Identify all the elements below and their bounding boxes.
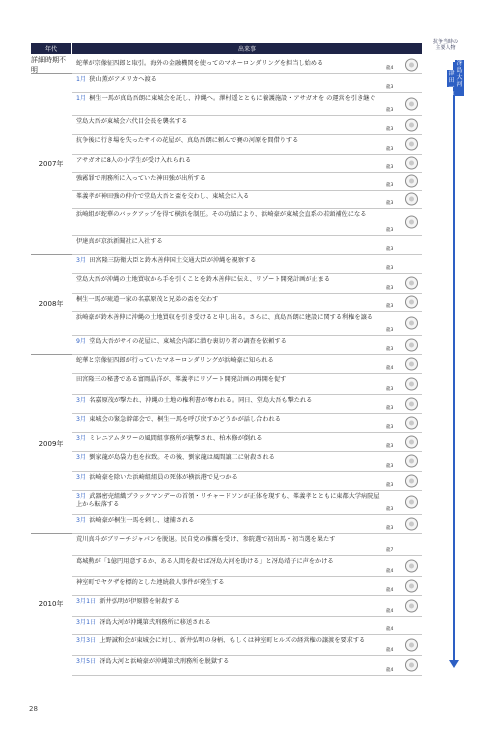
source-ref: 龍3 <box>386 387 394 392</box>
event-description: 伊達真が京浜新聞社に入社する <box>76 238 163 245</box>
event-description: 東城会の緊急幹部会で、桐生一馬を呼び戻すかどうかが話し合われる <box>89 416 281 423</box>
event-text <box>76 579 384 587</box>
event-description: 田宮隆三防衛大臣と鈴木善伸国土交通大臣が沖縄を視察する <box>89 257 257 264</box>
event-description: 浜崎豪を除いた浜崎組組員の死体が横浜港で見つかる <box>89 474 238 481</box>
event-description: アサガオに8人の小学生が受け入れられる <box>76 157 192 164</box>
event-text <box>76 454 384 462</box>
event-text <box>76 598 384 606</box>
event-description: 荒川真斗がブリーチジャパンを脱退。民自党の推薦を受け、参院選で初出馬・初当選を果たす <box>76 536 336 543</box>
source-ref: 龍3 <box>386 406 394 411</box>
event-description: 冴島大河と浜崎豪が沖縄第弐刑務所を脱獄する <box>99 658 230 665</box>
event-month: 1月 <box>76 76 87 83</box>
portrait-icon <box>405 97 418 110</box>
event-text <box>76 257 384 265</box>
source-ref: 龍3 <box>386 147 394 152</box>
source-ref: 龍3 <box>386 483 394 488</box>
portrait-icon <box>405 277 418 290</box>
table-row <box>72 311 422 336</box>
event-description: 葛城勲が「1億円用意するか、ある人間を殺せば冴島大河を助ける」と冴島靖子に声をかける <box>76 558 334 565</box>
source-ref: 龍4 <box>386 668 394 673</box>
portrait-icon <box>405 357 418 370</box>
event-month: 3月 <box>76 257 87 264</box>
event-text <box>76 76 384 84</box>
table-row <box>72 616 422 635</box>
table-row <box>72 293 422 312</box>
source-ref: 龍4 <box>386 569 394 574</box>
event-text <box>76 296 384 304</box>
event-description: 新井弘明が伊原勝を射殺する <box>99 598 180 605</box>
event-description: 劉家龍が島袋力也を拉致。その後、劉家龍は風間譲二に射殺される <box>89 454 275 461</box>
table-row <box>72 73 422 93</box>
event-text <box>76 637 384 645</box>
event-month: 3月1日 <box>76 598 97 605</box>
arrow-down-icon <box>449 660 459 668</box>
event-description: 狭山薫がアメリカへ渡る <box>89 76 157 83</box>
table-row <box>72 394 422 414</box>
source-ref: 龍3 <box>386 183 394 188</box>
event-text <box>76 193 384 201</box>
table-row <box>72 514 422 534</box>
event-description: 名嘉原茂が撃たれ、沖縄の土地の権利書が奪われる。同日、堂島大吾も撃たれる <box>89 397 313 404</box>
table-row <box>72 134 422 155</box>
source-ref: 龍3 <box>386 108 394 113</box>
table-row <box>72 57 422 74</box>
event-description: 上野誠和会が東城会に対し、新井弘明の身柄、もしくは神室町ヒルズの経営権の譲渡を要求する <box>99 637 366 644</box>
page-number: 28 <box>29 705 38 713</box>
source-ref: 龍3 <box>386 127 394 132</box>
event-text <box>76 619 384 627</box>
event-description: 浜崎豪が桐生一馬を刺し、逮捕される <box>89 517 195 524</box>
table-row <box>72 235 422 255</box>
event-description: 抗争後に行き場を失ったサイの花屋が、真島吾朗に頼んで賽の河原を間借りする <box>76 137 299 144</box>
character-column-header <box>425 39 466 51</box>
event-description: 冴島大河が沖縄第弐刑務所に移送される <box>99 619 211 626</box>
event-text <box>76 397 384 405</box>
event-text <box>76 474 384 482</box>
event-month: 3月5日 <box>76 658 97 665</box>
event-text <box>76 137 384 145</box>
table-row <box>72 373 422 395</box>
event-text <box>76 536 384 544</box>
source-ref: 龍4 <box>386 627 394 632</box>
event-description: 桐生一馬が琉道一家の名嘉原茂と兄弟の盃を交わす <box>76 296 219 303</box>
event-text <box>76 416 384 424</box>
event-month: 3月 <box>76 493 87 500</box>
character-tab-saejima: 冴島大河 <box>455 60 464 96</box>
table-row <box>72 92 422 116</box>
portrait-icon <box>405 157 418 170</box>
source-ref: 龍3 <box>386 464 394 469</box>
year-cell: 詳細時期不明 <box>31 56 66 74</box>
character-column-header-line1: 抗争当時の <box>432 39 458 45</box>
portrait-icon <box>405 377 418 390</box>
portrait-icon <box>405 659 418 672</box>
event-month: 3月 <box>76 454 87 461</box>
table-row <box>72 190 422 209</box>
event-text <box>76 338 384 346</box>
table-row <box>72 115 422 135</box>
character-timeline-line <box>453 62 455 664</box>
source-ref: 龍3 <box>386 328 394 333</box>
event-month: 9月 <box>76 338 87 345</box>
year-cell: 2007年 <box>38 159 64 168</box>
event-month: 3月 <box>76 474 87 481</box>
event-text <box>76 157 384 165</box>
source-ref: 龍3 <box>386 201 394 206</box>
event-text <box>76 60 384 68</box>
source-ref: 龍4 <box>386 648 394 653</box>
source-ref: 龍4 <box>386 609 394 614</box>
table-row <box>72 490 422 515</box>
event-description: 武器密売組織ブラックマンデーの首領・リチャードソンが正体を現すも、峯義孝とともに東都大学病院屋上から転落する <box>76 493 380 508</box>
portrait-icon <box>405 118 418 131</box>
event-month: 3月 <box>76 397 87 404</box>
event-text <box>76 175 384 183</box>
source-ref: 龍3 <box>386 526 394 531</box>
portrait-icon <box>405 317 418 330</box>
source-ref: 龍3 <box>386 425 394 430</box>
table-row <box>72 172 422 191</box>
table-row <box>72 655 422 676</box>
table-row <box>72 634 422 656</box>
table-row <box>72 595 422 617</box>
event-text <box>76 493 384 509</box>
source-ref: 龍4 <box>386 588 394 593</box>
event-description: 堂島大吾が東城会六代目会長を襲名する <box>76 118 188 125</box>
table-row <box>72 533 422 556</box>
event-description: 蛇華と宗像征四郎が行っていたマネーロンダリングが浜崎豪に知られる <box>76 357 274 364</box>
portrait-icon <box>405 517 418 530</box>
event-month: 3月3日 <box>76 637 97 644</box>
event-text <box>76 118 384 126</box>
event-month: 1月 <box>76 95 87 102</box>
portrait-icon <box>405 455 418 468</box>
portrait-icon <box>405 138 418 151</box>
portrait-icon <box>405 338 418 351</box>
event-text <box>76 558 384 566</box>
year-column-header: 年代 <box>31 43 71 54</box>
event-description: 桐生一馬が真島吾朗に東城会を託し、沖縄へ。澤村遥とともに養護施設・アサガオを の運営を引き継ぐ <box>89 95 376 102</box>
table-row <box>72 273 422 294</box>
event-text <box>76 376 384 384</box>
event-description: 強霧罪で刑務所に入っていた神田強が出所する <box>76 175 206 182</box>
table-row <box>72 354 422 374</box>
event-text <box>76 95 384 103</box>
character-column-header-line2: 主要人物 <box>435 45 456 51</box>
source-ref: 龍3 <box>386 347 394 352</box>
portrait-icon <box>405 175 418 188</box>
source-ref: 龍4 <box>386 66 394 71</box>
event-text <box>76 276 384 284</box>
event-description: 浜崎組が蛇華のバックアップを得て横浜を制圧。その功績により、浜崎豪が東城会直系の若頭補佐になる <box>76 211 367 218</box>
table-row <box>72 335 422 355</box>
event-description: 蛇華が宗像征四郎と取引。海外の金融機関を使ってのマネーロンダリングを担当し始める <box>76 60 324 67</box>
table-row <box>72 471 422 491</box>
portrait-icon <box>405 416 418 429</box>
source-ref: 龍3 <box>386 247 394 252</box>
event-description: 峯義孝が神田強の仲介で堂島大吾と盃を交わし、東城会に入る <box>76 193 250 200</box>
event-text <box>76 517 384 525</box>
table-row <box>72 451 422 472</box>
event-month: 3月 <box>76 517 87 524</box>
event-description: 神室町でヤクザを標的とした連続殺人事件が発生する <box>76 579 225 586</box>
source-ref: 龍3 <box>386 85 394 90</box>
event-description: ミレニアムタワーの風間組事務所が銃撃され、柏木修が倒れる <box>89 435 263 442</box>
year-cell: 2009年 <box>38 439 64 448</box>
source-ref: 龍3 <box>386 286 394 291</box>
source-ref: 龍3 <box>386 266 394 271</box>
event-text <box>76 658 384 666</box>
event-description: 堂島大吾が沖縄の土地買収から手を引くことを鈴木善伸に伝え、リゾート開発計画が止まる <box>76 276 331 283</box>
portrait-icon <box>405 397 418 410</box>
portrait-icon <box>405 215 418 228</box>
event-text <box>76 238 384 246</box>
portrait-icon <box>405 579 418 592</box>
source-ref: 龍3 <box>386 304 394 309</box>
portrait-icon <box>405 435 418 448</box>
table-row <box>72 254 422 274</box>
table-row <box>72 555 422 577</box>
portrait-icon <box>405 638 418 651</box>
table-row <box>72 208 422 236</box>
event-month: 3月 <box>76 435 87 442</box>
source-ref: 龍7 <box>386 548 394 553</box>
event-description: 堂島大吾がサイの花屋に、東城会内部に潜む裏切り者の調査を依頼する <box>89 338 287 345</box>
portrait-icon <box>405 193 418 206</box>
source-ref: 龍3 <box>386 444 394 449</box>
portrait-icon <box>405 559 418 572</box>
source-ref: 龍3 <box>386 228 394 233</box>
source-ref: 龍3 <box>386 165 394 170</box>
event-description: 浜崎豪が鈴木善伸に沖縄の土地買収を引き受けると申し出る。さらに、真島吾朗に建設に関する利権を譲る <box>76 314 373 321</box>
table-row <box>72 413 422 433</box>
event-text <box>76 435 384 443</box>
year-cell: 2008年 <box>38 300 64 308</box>
event-month: 3月1日 <box>76 619 97 626</box>
portrait-icon <box>405 59 418 72</box>
year-cell: 2010年 <box>38 600 64 608</box>
event-column-header: 出来事 <box>72 43 422 54</box>
event-text <box>76 314 384 322</box>
portrait-icon <box>405 599 418 612</box>
event-description: 田宮隆三の秘書である富岡晶洋が、峯義孝にリゾート開発計画の再開を促す <box>76 376 287 383</box>
event-month: 3月 <box>76 416 87 423</box>
table-row <box>72 154 422 173</box>
table-row <box>72 576 422 596</box>
source-ref: 龍3 <box>386 507 394 512</box>
character-tab-tsuda: 津田一尊 <box>448 70 455 98</box>
event-text <box>76 357 384 365</box>
portrait-icon <box>405 296 418 309</box>
event-text <box>76 211 384 219</box>
portrait-icon <box>405 474 418 487</box>
table-row <box>72 432 422 452</box>
source-ref: 龍4 <box>386 366 394 371</box>
portrait-icon <box>405 496 418 509</box>
